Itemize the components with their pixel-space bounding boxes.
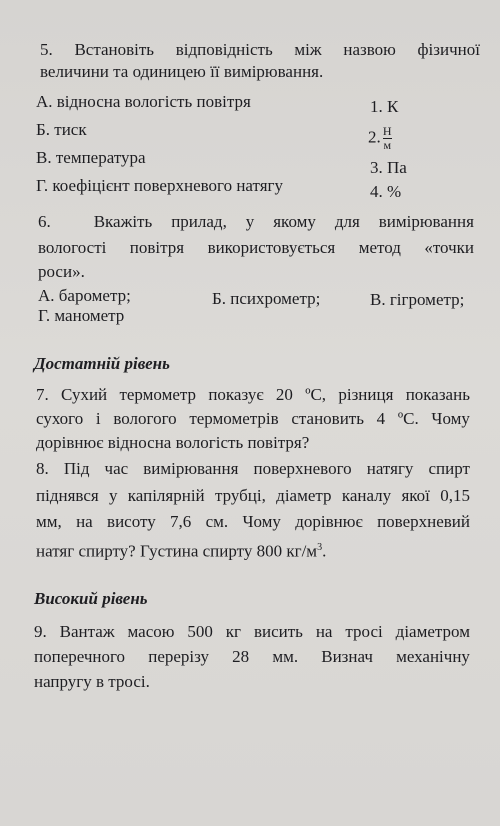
q9-line-3: напругу в тросі. — [34, 672, 150, 691]
q5-unit-1: 1. К — [370, 97, 399, 116]
high-level-heading: Високий рівень — [34, 589, 148, 608]
newton-per-meter-fraction: $\frac{Н}{м}$ — [382, 124, 392, 152]
q9-line-1: 9. Вантаж масою 500 кг висить на тросі діаметром — [34, 622, 470, 641]
q6-option-d: Г. манометр — [38, 306, 125, 325]
q5-option-b: Б. тиск — [36, 120, 87, 139]
q6-line-1: 6. Вкажіть прилад, у якому для вимірювання — [38, 212, 474, 231]
q8-line-1: 8. Під час вимірювання поверхневого натягу спирт — [36, 459, 470, 478]
q6-option-a: А. барометр; — [38, 286, 131, 305]
q8-line-2: піднявся у капілярній трубці, діаметр каналу якої 0,15 — [36, 486, 470, 505]
q5-line-2: величини та одиницею її вимірювання. — [40, 62, 324, 81]
q5-option-d: Г. коефіцієнт поверхневого натягу — [36, 176, 284, 195]
q8-line-4: натяг спирту? Густина спирту 800 $кг/м^3$. — [36, 541, 327, 561]
q5-unit-4: 4. % — [370, 182, 402, 201]
sufficient-level-heading: Достатній рівень — [34, 354, 170, 373]
q8-line-3: мм, на висоту 7,6 см. Чому дорівнює поверхневий — [36, 512, 470, 531]
q5-option-a: А. відносна вологість повітря — [36, 92, 251, 111]
q5-line-1: 5. Встановіть відповідність між назвою фізичної — [40, 40, 480, 59]
q5-unit-2: 2. $\frac{Н}{м}$ — [368, 124, 392, 152]
q6-option-b: Б. психрометр; — [212, 289, 321, 308]
q5-option-c: В. температура — [36, 148, 146, 167]
q7-line-1: 7. Сухий термометр показує 20 ºС, різниця показань — [36, 385, 470, 404]
q7-line-3: дорівнює відносна вологість повітря? — [36, 433, 310, 452]
q6-line-2: вологості повітря використовується метод «точки — [38, 238, 474, 257]
q5-unit-3: 3. Па — [370, 158, 407, 177]
q7-line-2: сухого і вологого термометрів становить 4 ºС. Чому — [36, 409, 470, 428]
q6-option-c: В. гігрометр; — [370, 290, 465, 309]
q9-line-2: поперечного перерізу 28 мм. Визнач механічну — [34, 647, 470, 666]
q6-line-3: роси». — [38, 262, 85, 281]
